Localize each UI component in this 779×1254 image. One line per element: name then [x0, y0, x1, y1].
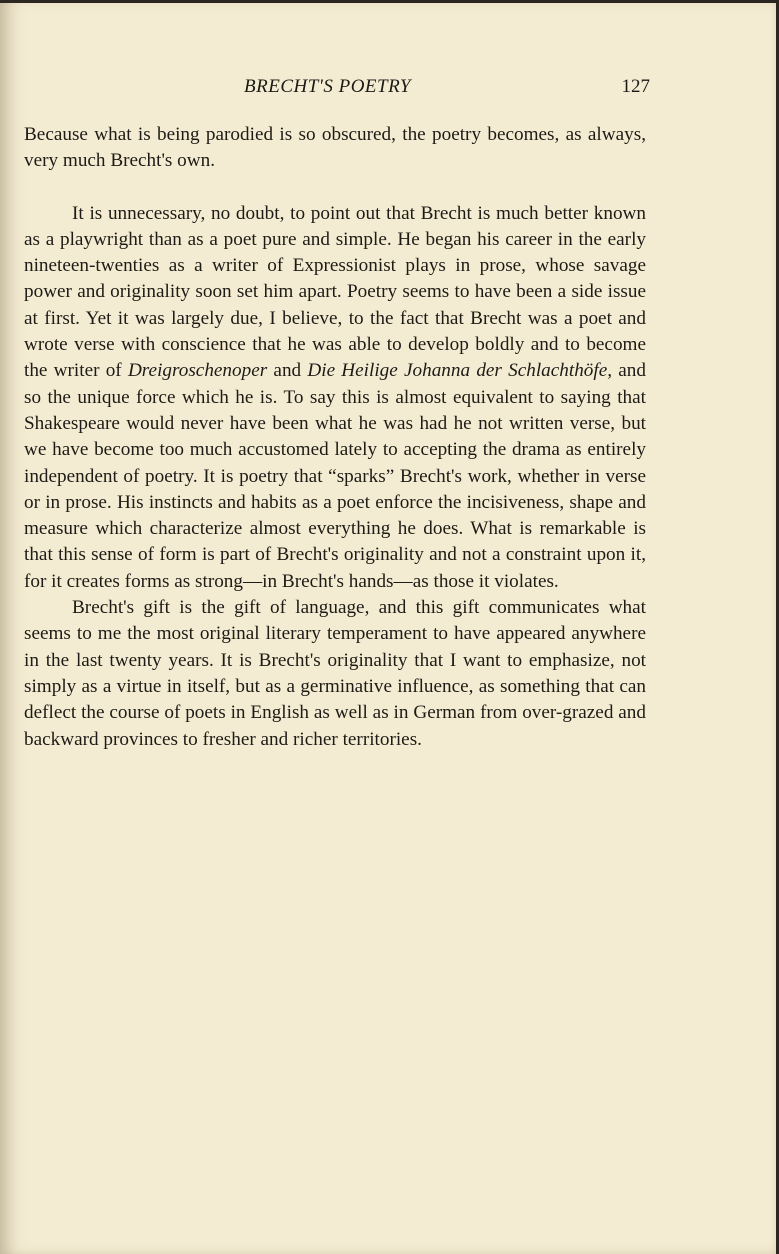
body-text — [24, 122, 646, 753]
running-head: BRECHT'S POETRY — [244, 76, 411, 97]
paragraph-1: Because what is being parodied is so obscured, the poetry becomes, as always, very much Brecht's own. — [24, 124, 646, 172]
paragraph-2-part-3: and so the unique force which he is. To say this is almost equivalent to saying that Shakespeare would never have been what he was had he not written verse, but we have become too much accustomed lately to accepting the drama as entirely independent of poetry. It is poetry that “sparks” Brecht's work, whether in verse or in prose. His instincts and habits as a poet enforce the incisiveness, shape and measure which characterize almost everything he does. What is remarkable is that this sense of form is part of Brecht's originality and not a constraint upon it, for it creates forms as strong—in Brecht's hands—as those it violates. — [24, 360, 646, 592]
title-die-heilige-johanna: Die Heilige Johanna der Schlachthöfe, — [307, 360, 613, 382]
paragraph-2-part-1: It is unnecessary, no doubt, to point out that Brecht is much better known as a playwright than as a poet pure and simple. He began his career in the early nineteen-twenties as a writer of Expressionist plays in prose, whose savage power and originality soon set him apart. Poetry seems to have been a side issue at first. Yet it was largely due, I believe, to the fact that Brecht was a poet and wrote verse with conscience that he was able to develop boldly and to become the writer of — [24, 202, 646, 382]
title-dreigroschenoper: Dreigroschenoper — [127, 360, 268, 382]
paragraph-2 — [24, 201, 646, 595]
paragraph-3: Brecht's gift is the gift of language, and this gift communicates what seems to me the most original literary temperament to have appeared anywhere in the last twenty years. It is Brecht's originality that I want to emphasize, not simply as a virtue in itself, but as a germinative influence, as something that can deflect the course of poets in English as well as in German from over-grazed and backward provinces to fresher and richer territories. — [24, 597, 646, 750]
page-top-edge — [0, 0, 779, 3]
page-header — [24, 76, 650, 104]
paragraph-2-part-2: and — [267, 360, 308, 382]
page-number: 127 — [621, 76, 650, 97]
